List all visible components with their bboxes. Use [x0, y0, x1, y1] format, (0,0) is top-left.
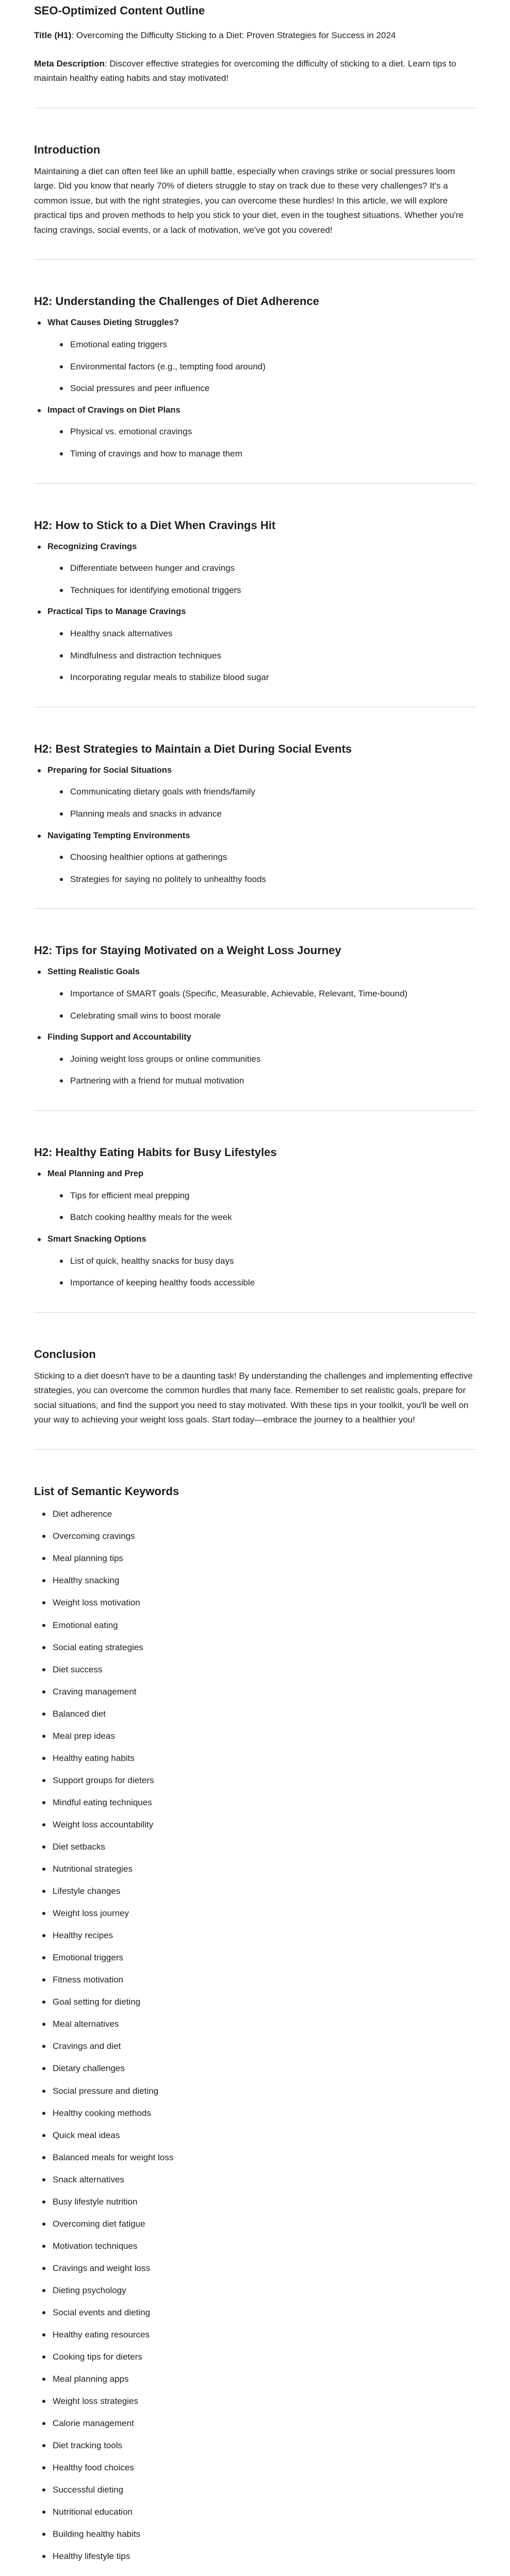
keywords-section: [34, 1483, 476, 2564]
keyword-item: Healthy eating resources: [34, 2328, 476, 2343]
outline-group: [34, 540, 476, 598]
keywords-list: [34, 1507, 476, 2564]
outline-sub-item: Choosing healthier options at gatherings: [47, 850, 476, 865]
divider: [34, 1449, 476, 1450]
keyword-item: Weight loss motivation: [34, 1596, 476, 1611]
title-line: [34, 28, 476, 43]
keyword-item: Cravings and weight loss: [34, 2261, 476, 2276]
outline-group-title: What Causes Dieting Struggles?: [47, 318, 179, 328]
keyword-item: Mindful eating techniques: [34, 1795, 476, 1810]
keyword-item: Emotional eating: [34, 1618, 476, 1633]
keyword-item: Social pressure and dieting: [34, 2084, 476, 2099]
section-outline-list: [34, 316, 476, 461]
introduction-body: Maintaining a diet can often feel like an uphill battle, especially when cravings strike or social pressures loom large. Did you know that nearly 70% of dieters struggle to stay on track due to these very challenges? It's a common issue, but with the right strategies, you can overcome these hurdles! In this article, we will explore practical tips and proven methods to help you stick to your diet, even in the toughest situations. Whether you're facing cravings, social events, or a lack of motivation, we've got you covered!: [34, 166, 464, 235]
outline-sub-item: Celebrating small wins to boost morale: [47, 1009, 476, 1024]
outline-sub-item: Partnering with a friend for mutual motivation: [47, 1074, 476, 1089]
divider: [34, 259, 476, 260]
meta-description-line: [34, 57, 476, 86]
outline-sub-list: [47, 561, 476, 598]
outline-sub-list: [47, 785, 476, 821]
keyword-item: Meal planning apps: [34, 2372, 476, 2387]
outline-sub-item: Mindfulness and distraction techniques: [47, 649, 476, 664]
keyword-item: Social events and dieting: [34, 2306, 476, 2320]
keyword-item: Weight loss journey: [34, 1906, 476, 1921]
outline-group: [34, 316, 476, 396]
keyword-item: Weight loss accountability: [34, 1818, 476, 1833]
keyword-item: Social eating strategies: [34, 1640, 476, 1655]
keywords-heading: List of Semantic Keywords: [34, 1484, 179, 1498]
keyword-item: Goal setting for dieting: [34, 1995, 476, 2010]
section-heading: H2: Understanding the Challenges of Diet Adherence: [34, 295, 319, 308]
keyword-item: Busy lifestyle nutrition: [34, 2195, 476, 2210]
keyword-item: Healthy food choices: [34, 2461, 476, 2476]
outline-section: [34, 517, 476, 685]
outline-sub-item: Healthy snack alternatives: [47, 626, 476, 641]
introduction-heading: Introduction: [34, 143, 101, 156]
keyword-item: Dietary challenges: [34, 2061, 476, 2076]
keyword-item: Weight loss strategies: [34, 2394, 476, 2409]
keyword-item: Healthy cooking methods: [34, 2106, 476, 2121]
outline-sub-item: Planning meals and snacks in advance: [47, 807, 476, 822]
outline-section: [34, 942, 476, 1089]
outline-sub-list: [47, 1254, 476, 1291]
keyword-item: Overcoming diet fatigue: [34, 2217, 476, 2232]
section-outline-list: [34, 965, 476, 1089]
keyword-item: Nutritional education: [34, 2505, 476, 2520]
outline-group-title: Preparing for Social Situations: [47, 765, 172, 775]
outline-group: [34, 829, 476, 887]
outline-group: [34, 1030, 476, 1089]
outline-sub-item: Tips for efficient meal prepping: [47, 1189, 476, 1204]
keyword-item: Diet setbacks: [34, 1840, 476, 1855]
outline-sub-item: List of quick, healthy snacks for busy days: [47, 1254, 476, 1269]
outline-group: [34, 1232, 476, 1291]
keyword-item: Snack alternatives: [34, 2173, 476, 2188]
outline-group: [34, 403, 476, 462]
meta-description-text: : Discover effective strategies for overcoming the difficulty of sticking to a diet. Learn tips to maintain healthy eating habits and stay motivated!: [34, 58, 456, 83]
outline-sub-list: [47, 425, 476, 461]
outline-group-title: Smart Snacking Options: [47, 1234, 146, 1244]
conclusion-heading: Conclusion: [34, 1347, 96, 1361]
outline-group-title: Practical Tips to Manage Cravings: [47, 607, 186, 617]
keyword-item: Healthy lifestyle tips: [34, 2549, 476, 2564]
keyword-item: Meal alternatives: [34, 2017, 476, 2032]
conclusion-section: [34, 1346, 476, 1428]
outline-sections: [34, 259, 476, 1290]
outline-sub-list: [47, 1189, 476, 1225]
keyword-item: Motivation techniques: [34, 2239, 476, 2254]
section-heading: H2: Best Strategies to Maintain a Diet During Social Events: [34, 742, 352, 755]
outline-group: [34, 965, 476, 1023]
meta-description-label: Meta Description: [34, 58, 105, 69]
section-heading: H2: How to Stick to a Diet When Cravings Hit: [34, 518, 276, 532]
keyword-item: Cooking tips for dieters: [34, 2350, 476, 2365]
keyword-item: Meal planning tips: [34, 1551, 476, 1566]
outline-group: [34, 764, 476, 822]
keyword-item: Dieting psychology: [34, 2283, 476, 2298]
outline-sub-item: Batch cooking healthy meals for the week: [47, 1210, 476, 1225]
outline-sub-item: Strategies for saying no politely to unhealthy foods: [47, 872, 476, 887]
outline-sub-item: Incorporating regular meals to stabilize blood sugar: [47, 670, 476, 685]
section-outline-list: [34, 540, 476, 685]
outline-sub-list: [47, 850, 476, 887]
divider: [34, 1312, 476, 1313]
section-heading: H2: Healthy Eating Habits for Busy Lifestyles: [34, 1145, 277, 1159]
outline-sub-list: [47, 337, 476, 396]
keyword-item: Healthy snacking: [34, 1573, 476, 1588]
keyword-item: Successful dieting: [34, 2483, 476, 2498]
keyword-item: Nutritional strategies: [34, 1862, 476, 1877]
divider: [34, 908, 476, 909]
outline-sub-list: [47, 1052, 476, 1089]
outline-sub-item: Joining weight loss groups or online communities: [47, 1052, 476, 1067]
outline-sub-item: Physical vs. emotional cravings: [47, 425, 476, 439]
keyword-item: Cravings and diet: [34, 2039, 476, 2054]
keyword-item: Building healthy habits: [34, 2527, 476, 2542]
keyword-item: Healthy recipes: [34, 1928, 476, 1943]
keyword-item: Support groups for dieters: [34, 1773, 476, 1788]
outline-group-title: Impact of Cravings on Diet Plans: [47, 405, 180, 415]
conclusion-body: Sticking to a diet doesn't have to be a daunting task! By understanding the challenges and implementing effective strategies, you can overcome the common hurdles that many face. Remember to set realistic goals, prepare for social situations, and find the support you need to stay motivated. With these tips in your toolkit, you'll be well on your way to achieving your weight loss goals. Start today—embrace the journey to a healthier you!: [34, 1370, 473, 1425]
keyword-item: Fitness motivation: [34, 1973, 476, 1988]
outline-sub-item: Techniques for identifying emotional triggers: [47, 583, 476, 598]
outline-group: [34, 605, 476, 685]
divider: [34, 483, 476, 484]
keyword-item: Lifestyle changes: [34, 1884, 476, 1899]
outline-sub-list: [47, 626, 476, 685]
outline-sub-item: Differentiate between hunger and cravings: [47, 561, 476, 576]
outline-group-title: Setting Realistic Goals: [47, 967, 140, 977]
document-title: SEO-Optimized Content Outline: [34, 4, 205, 17]
keyword-item: Meal prep ideas: [34, 1729, 476, 1744]
keyword-item: Craving management: [34, 1685, 476, 1700]
keyword-item: Healthy eating habits: [34, 1751, 476, 1766]
title-label: Title (H1): [34, 30, 72, 40]
outline-group-title: Recognizing Cravings: [47, 541, 137, 551]
outline-sub-list: [47, 987, 476, 1023]
keyword-item: Emotional triggers: [34, 1951, 476, 1965]
outline-sub-item: Social pressures and peer influence: [47, 381, 476, 396]
keyword-item: Balanced diet: [34, 1707, 476, 1722]
section-outline-list: [34, 764, 476, 887]
outline-sub-item: Timing of cravings and how to manage them: [47, 447, 476, 462]
outline-group-title: Navigating Tempting Environments: [47, 831, 190, 840]
introduction-section: [34, 141, 476, 238]
divider: [34, 1110, 476, 1111]
title-text: : Overcoming the Difficulty Sticking to a Diet: Proven Strategies for Success in 2024: [71, 30, 396, 40]
outline-sub-item: Environmental factors (e.g., tempting food around): [47, 360, 476, 375]
section-outline-list: [34, 1167, 476, 1291]
outline-group-title: Meal Planning and Prep: [47, 1168, 144, 1178]
outline-group-title: Finding Support and Accountability: [47, 1032, 191, 1042]
outline-sub-item: Importance of keeping healthy foods accessible: [47, 1276, 476, 1291]
keyword-item: Balanced meals for weight loss: [34, 2150, 476, 2165]
outline-section: [34, 1144, 476, 1291]
keyword-item: Overcoming cravings: [34, 1529, 476, 1544]
keyword-item: Diet success: [34, 1663, 476, 1677]
keyword-item: Quick meal ideas: [34, 2128, 476, 2143]
outline-section: [34, 740, 476, 887]
outline-sub-item: Communicating dietary goals with friends/family: [47, 785, 476, 800]
keyword-item: Diet adherence: [34, 1507, 476, 1522]
keyword-item: Diet tracking tools: [34, 2438, 476, 2453]
outline-section: [34, 293, 476, 461]
outline-sub-item: Emotional eating triggers: [47, 337, 476, 352]
outline-group: [34, 1167, 476, 1225]
keyword-item: Calorie management: [34, 2416, 476, 2431]
outline-sub-item: Importance of SMART goals (Specific, Measurable, Achievable, Relevant, Time-bound): [47, 987, 476, 1002]
section-heading: H2: Tips for Staying Motivated on a Weight Loss Journey: [34, 944, 341, 957]
